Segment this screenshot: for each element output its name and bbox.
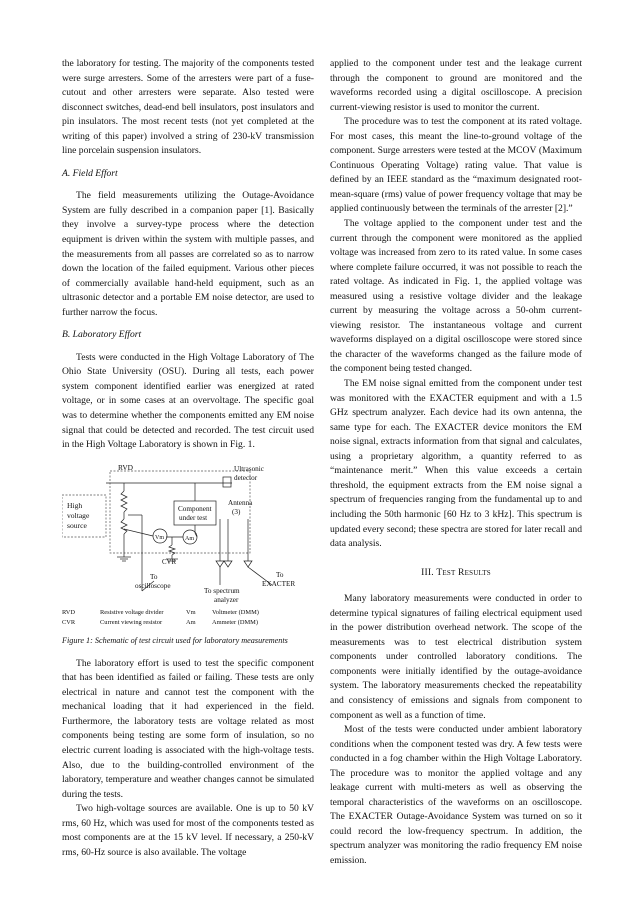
antenna-label: (3) <box>232 507 241 516</box>
antenna-label: Antenna <box>228 498 253 507</box>
paragraph: Two high-voltage sources are available. One is up to 50 kV rms, 60 Hz, which was used for most of the components tested as most components are at the 15 kV level. If necessary, a 250-kV rms, 60-Hz source is also available. The voltage <box>62 803 314 858</box>
hv-label: source <box>67 520 87 530</box>
to-exacter-label: EXACTER <box>262 579 296 588</box>
rvd-label: RVD <box>118 462 134 472</box>
legend-desc: Resistive voltage divider <box>100 608 164 616</box>
paragraph: Most of the tests were conducted under ambient laboratory conditions when the component tested was dry. A few tests were conducted in a fog chamber within the High Voltage Laboratory. The procedure was to monitor the applied voltage and any leakage current with multi-meters as well as observing the temporal characteristics of the waveforms on an oscilloscope. The EXACTER Outage-Avoidance System was turned on so it could record the low-frequency spectrum. In addition, the spectrum analyzer was monitoring the radio frequency EM noise emission. <box>330 724 582 866</box>
to-spectrum-label: To spectrum <box>204 586 240 595</box>
section-heading-field-effort: A. Field Effort <box>62 167 118 179</box>
paragraph: applied to the component under test and the leakage current through the component to ground are monitored and the waveforms recorded using a digital oscilloscope. A precision current-viewing resistor is used to monitor the current. <box>330 58 582 113</box>
legend-key: RVD <box>62 608 75 616</box>
hv-label: voltage <box>67 510 90 520</box>
ultrasonic-label: detector <box>234 473 258 482</box>
paragraph: the laboratory for testing. The majority of the components tested were surge arresters. Some of the arresters were part of a fuse-cutout and other arresters were separate. Also tested were disconnect switches, dead-end bell insulators, post insulators and pin insulators. The most recent tests (not yet completed at the writing of this paper) involved a string of 230-kV transmission line porcelain suspension insulators. <box>62 58 314 157</box>
cvr-label: CVR <box>162 558 176 566</box>
component-label: under test <box>179 513 208 522</box>
left-column <box>62 57 314 860</box>
ultrasonic-detector-icon <box>223 477 231 487</box>
legend-key: Vm <box>186 608 196 616</box>
to-exacter-label: To <box>276 570 284 579</box>
to-spectrum-label: analyzer <box>214 595 239 604</box>
legend-key: CVR <box>62 618 76 626</box>
component-label: Component <box>178 504 212 513</box>
antenna-icon <box>224 561 232 567</box>
paragraph: The procedure was to test the component at its rated voltage. For most cases, this meant the line-to-ground voltage of the component. Surge arresters were tested at the MCOV (Maximum Continuous Operating Voltage) rating value. That value is defined by an IEEE standard as the “maximum designated root-mean-square (rms) value of power frequency voltage that may be applied continuously between the terminals of the arrester [2].” <box>330 116 582 215</box>
right-column <box>330 57 582 869</box>
paragraph: Many laboratory measurements were conducted in order to determine typical signatures of failing electrical equipment used in the power distribution overhead network. The scope of the measurements was to test electrical distribution system components under controlled laboratory conditions. The components were initially identified by the outage-avoidance system. The laboratory measurements checked the repeatability and consistency of emissions and signals from component to component as well as a function of time. <box>330 593 582 721</box>
antenna-icon <box>244 561 252 567</box>
paragraph: The field measurements utilizing the Outage-Avoidance System are fully described in a companion paper [1]. Basically they involve a survey-type process where the detection equipment is driven within the system with multiple passes, and the measurements from all passes are correlated so as to narrow down the location of the failed equipment. Various other pieces of commercially available hand-held equipment, such as an ultrasonic detector and a portable EM noise detector, are used to further narrow the focus. <box>62 190 314 318</box>
paragraph: The voltage applied to the component under test and the current through the component were monitored as the applied voltage was increased from zero to its rated value. In some cases where complete failure occurred, it was not possible to reach the rated voltage. As indicated in Fig. 1, the applied voltage was measured using a resistive voltage divider and the leakage current by measuring the voltage across a 50-ohm current-viewing resistor. The instantaneous voltage and current waveforms displayed on a digital oscilloscope were stored since the character of the waveforms changed as the failure mode of the component being tested changed. <box>330 218 582 375</box>
antenna-icon <box>216 561 224 567</box>
legend-desc: Voltmeter (DMM) <box>212 608 259 616</box>
figure-caption: Figure 1: Schematic of test circuit used for laboratory measurements <box>62 635 288 645</box>
ultrasonic-label: Ultrasonic <box>234 464 264 473</box>
to-oscilloscope-label: oscilloscope <box>135 581 171 590</box>
paragraph: Tests were conducted in the High Voltage Laboratory of The Ohio State University (OSU). During all tests, each power system component identified earlier was energized at rated voltage, or in some cases at an overvoltage. The specific goal was to determine whether the components emitted any EM noise signal that could be detected and recorded. The test circuit used in the High Voltage Laboratory is shown in Fig. 1. <box>62 351 314 451</box>
section-heading-laboratory-effort: B. Laboratory Effort <box>62 329 142 341</box>
paragraph: The laboratory effort is used to test the specific component that has been identified as failed or failing. These tests are only electrical in nature and cannot test the component with the mechanical loading that it had experienced in the field. Furthermore, the laboratory tests are voltage related as most components being testing are some form of insulation, so no electric current loading is associated with the high-voltage tests. Also, due to the building-controlled environment of the laboratory, temperature and weather changes cannot be simulated during the tests. <box>62 657 314 800</box>
paragraph: The EM noise signal emitted from the component under test was monitored with the EXACTER equipment and with a 1.5 GHz spectrum analyzer. Each device had its own antenna, the same type for each. The EXACTER device monitors the EM noise signal, extracts information from that signal and calculates, using a proprietary algorithm, a quantity referred to as “maintenance merit.” When this value exceeds a certain threshold, the equipment extracts from the EM noise signal a spectrum of frequencies ranging from the fundamental up to and including the 50th harmonic [60 Hz to 3 kHz]. This spectrum is updated every second; these spectra are stored for later recall and data analysis. <box>330 378 582 550</box>
legend-desc: Current viewing resistor <box>100 618 163 626</box>
to-oscilloscope-label: To <box>150 572 158 581</box>
legend-key: Am <box>186 618 196 626</box>
vm-label: Vm <box>155 534 164 541</box>
figure-1-schematic <box>62 461 314 629</box>
hv-label: High <box>67 500 83 510</box>
am-label: Am <box>185 535 194 542</box>
section-heading-test-results: III. Test Results <box>421 566 491 578</box>
legend-desc: Ammeter (DMM) <box>212 618 258 626</box>
